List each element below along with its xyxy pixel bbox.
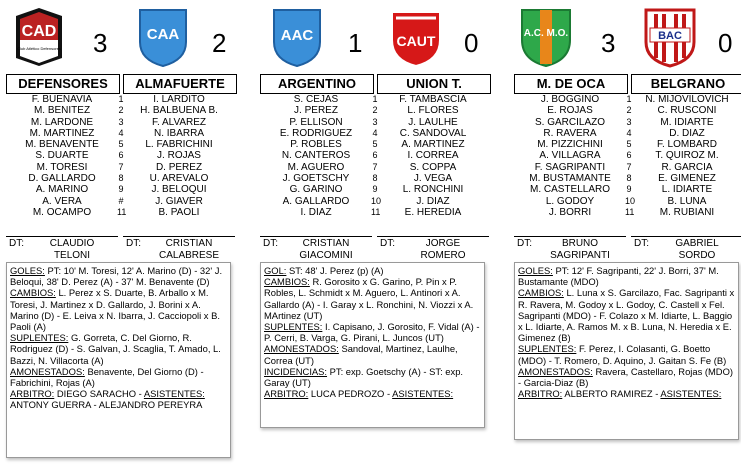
referee-label: ARBITRO: [518,388,563,400]
player-row: P. ELLISON [289,116,343,128]
player-row: F. SAGRIPANTI [534,161,606,173]
mdeoca-crest-text: A.C. M.O. [523,28,569,39]
player-row: A. VILLAGRA [539,150,601,162]
shirt-number: 8 [372,173,378,184]
player-row: N. MIJOVILOVICH [645,94,729,105]
home-coach [514,236,626,261]
incidents-label: INCIDENCIAS: [264,365,328,377]
player-row: M. CASTELLARO [529,184,611,196]
shirt-number: 1 [118,94,124,104]
shirt-number: 5 [118,139,124,150]
shirt-number: 3 [372,116,378,127]
defensores-crest [12,6,66,68]
shirt-number: 1 [372,94,378,104]
match-panel-3 [514,4,741,460]
player-row: I. LARDITO [153,94,205,105]
shirt-number: 11 [117,206,127,217]
player-row: M. RUBIANI [659,206,715,218]
coach-label: DT: [380,238,395,249]
goals-line [10,265,227,287]
cautions-text: Ravera, Castellaro, Rojas (MDO) - Garcia-Diaz (B) [518,365,733,389]
goals-text: PT: 12' F. Sagripanti, 22' J. Borri, 37' M. Bustamante (MDO) [518,265,719,288]
player-row: J. PEREZ [294,105,338,117]
player-row: I. DIAZ [300,206,332,218]
player-row: J. GIAVER [155,195,203,207]
player-row: M. IDIARTE [660,116,714,128]
subs-label: SUPLENTES: [10,332,69,344]
away-team-name: UNION T. [377,74,491,94]
almafuerte-crest-text: CAA [146,26,180,43]
cautions-line [264,343,481,365]
home-team-name: ARGENTINO [260,74,374,94]
assistants-text: ANTONY GUERRA - ALEJANDRO PEREYRA [10,399,203,411]
shirt-number: 10 [625,195,636,206]
shirt-number: 2 [372,105,378,116]
referee-label: ARBITRO: [10,388,55,400]
cautions-label: AMONESTADOS: [264,343,339,355]
home-score: 1 [348,28,363,58]
player-row: J. LAULHE [408,116,458,128]
cautions-line [10,366,227,388]
shirt-number: 4 [626,127,632,138]
shirt-number: 7 [626,161,632,172]
changes-line [264,276,481,321]
cautions-text: Sandoval, Martinez, Laulhe, Correa (UT) [264,343,458,366]
player-row: L. GODOY [545,195,595,207]
player-row: M. PIZZICHINI [537,139,603,151]
coach-label: DT: [263,238,278,249]
subs-text: I. Capisano, J. Gorosito, F. Vidal (A) - P. Cerri, B. Varga, G. Pirani, L. Juncos (UT) [264,321,480,344]
player-row: B. PAOLI [158,206,200,218]
player-row: S. CEJAS [293,94,339,105]
shirt-number: 1 [626,94,632,104]
player-row: E. RODRIGUEZ [279,127,353,139]
shirt-number: 2 [118,105,124,116]
argentino-crest-text: AAC [280,27,314,44]
shirt-number: 3 [626,116,632,127]
home-score: 3 [93,28,108,58]
shirt-number: 5 [626,139,632,150]
player-row: J. ROJAS [157,150,201,162]
changes-text: L. Luna x S. Garcilazo, Fac. Sagripanti x R. Ravera, M. Godoy x L. Godoy, C. Castell x Fel. Sagripanti (MDO) - F. Colazo x M. Idiarte, L. Baggio x L. Idiarte, A. Ramos M. x B. Luna, N. Heredia x E. Gimenez (B) [518,287,735,344]
changes-label: CAMBIOS: [518,287,564,299]
assistants-label: ASISTENTES: [392,388,454,400]
player-row: U. AREVALO [149,173,209,185]
away-lineup [631,94,741,218]
almafuerte-crest [136,6,190,68]
union-crest [388,6,442,68]
player-row: C. SANDOVAL [399,127,467,139]
home-coach [6,236,118,261]
argentino-crest [270,6,324,68]
goals-text: ST: 48' J. Perez (p) (A) [286,265,384,276]
player-row: B. LUNA [667,195,707,207]
changes-text: R. Gorosito x G. Garino, P. Pin x P. Robles, L. Schmidt x M. Aguero, L. Antinori x A. Gallardo (A) - I. Garay x L. Ronchini, N. Viozzi x A. MArtinez (UT) [264,276,474,321]
player-row: S. GARCILAZO [534,116,605,128]
coach-first-name: GABRIEL [675,238,719,249]
subs-text: G. Gorreta, C. Del Giorno, R. Rodriguez (D) - S. Galvan, J. Scaglia, T. Amado, L. Bazzi, N. Villacorta (A) [10,332,221,366]
player-row: M. BUSTAMANTE [529,173,611,185]
player-row: S. DUARTE [35,150,89,162]
shirt-number: # [118,195,124,206]
union-crest-text: CAUT [396,33,436,49]
shirt-number: 8 [118,173,124,184]
defensores-crest-subtext: Club Atlético Defensores [17,46,61,51]
subs-text: F. Perez, I. Colasanti, G. Boetto (MDO) - T. Romero, D. Aquino, J. Gaitan S. Fe (B) [518,343,727,366]
coach-first-name: CRISTIAN [165,238,213,249]
assistants-label: ASISTENTES: [660,388,722,400]
player-row: E. GIMENEZ [658,173,716,185]
coach-first-name: CRISTIAN [302,238,350,249]
away-score: 0 [464,28,479,58]
subs-label: SUPLENTES: [518,343,577,355]
defensores-crest-text: CAD [21,23,57,40]
changes-line [10,287,227,332]
home-score: 3 [601,28,616,58]
referee-text: DIEGO SARACHO - [54,388,144,400]
away-score: 0 [718,28,733,58]
player-row: L. RONCHINI [402,184,464,196]
coach-label: DT: [517,238,532,249]
shirt-number: 10 [371,195,382,206]
player-row: L. FABRICHINI [145,139,213,151]
away-coach [631,236,741,261]
home-team-name: DEFENSORES [6,74,120,94]
player-row: M. MARTINEZ [29,127,95,139]
cautions-label: AMONESTADOS: [518,365,593,377]
player-row: D. GALLARDO [28,173,96,185]
player-row: F. BUENAVIA [31,94,93,105]
goals-text: PT: 10' M. Toresi, 12' A. Marino (D) - 32' J. Beloqui, 38' D. Perez (A) - 37' M. Benavente (D) [10,265,223,288]
away-score: 2 [212,28,227,58]
player-row: J. GOETSCHY [282,173,350,185]
player-row: D. PEREZ [155,161,203,173]
referee-line [10,388,227,410]
goals-line [264,265,481,276]
player-row: D. DIAZ [669,127,705,139]
away-lineup [123,94,235,218]
player-row: C. RUSCONI [657,105,717,117]
incidents-line [264,366,481,388]
subs-label: SUPLENTES: [264,321,323,333]
coach-first-name: BRUNO [561,238,599,249]
away-team-name: ALMAFUERTE [123,74,237,94]
coach-last-name: CALABRESE [158,250,220,261]
player-row: G. GARINO [289,184,343,196]
shirt-number: 8 [626,173,632,184]
player-row: N. CANTEROS [281,150,351,162]
home-lineup [6,94,118,218]
coach-label: DT: [126,238,141,249]
goals-line [518,265,735,287]
shirt-number: 2 [626,105,632,116]
shirt-number: 7 [372,161,378,172]
player-row: J. DIAZ [416,195,450,207]
referee-text: LUCA PEDROZO - [308,388,393,400]
shirt-number: 5 [372,139,378,150]
belgrano-crest-text: BAC [658,30,682,42]
coach-last-name: GIACOMINI [299,250,353,261]
player-row: E. HEREDIA [404,206,462,218]
match-panel-1 [6,4,233,460]
player-row: E. ROJAS [547,105,593,117]
referee-line [264,388,481,399]
match-panel-2 [260,4,487,460]
player-row: J. BELOQUI [151,184,207,196]
player-row: P. ROBLES [290,139,342,151]
changes-label: CAMBIOS: [10,287,56,299]
goals-label: GOLES: [518,265,553,276]
referee-text: ALBERTO RAMIREZ - [562,388,661,400]
cautions-text: Benavente, Del Giorno (D) - Fabrichini, Rojas (A) [10,365,204,389]
player-row: M. AGUERO [287,161,345,173]
home-team-name: M. DE OCA [514,74,628,94]
assistants-label: ASISTENTES: [143,388,205,400]
match-details [514,262,739,440]
changes-line [518,287,735,343]
shirt-number: 6 [118,150,124,161]
player-row: I. CORREA [407,150,459,162]
subs-line [518,343,735,365]
cautions-line [518,366,735,388]
player-row: J. BOGGINO [540,94,600,105]
away-coach [377,236,489,261]
coach-label: DT: [634,238,649,249]
home-coach [260,236,372,261]
player-row: F. ALVAREZ [151,116,207,128]
subs-line [10,332,227,366]
player-row: R. RAVERA [543,127,597,139]
coach-label: DT: [9,238,24,249]
shirt-number: 4 [372,127,378,138]
player-row: M. TORESI [36,161,88,173]
home-lineup [260,94,372,218]
coach-first-name: CLAUDIO [49,238,95,249]
belgrano-crest [642,6,696,68]
home-lineup [514,94,626,218]
shirt-number: 9 [118,184,124,195]
shirt-number: 9 [372,184,378,195]
player-row: M. BENAVENTE [25,139,99,151]
match-details [260,262,485,428]
away-team-name: BELGRANO [631,74,741,94]
coach-last-name: SAGRIPANTI [550,250,610,261]
shirt-number: 6 [626,150,632,161]
coach-last-name: TELONI [53,250,91,261]
player-row: L. FLORES [407,105,459,117]
player-row: J. VEGA [413,173,453,185]
player-row: A. VERA [42,195,82,207]
player-row: M. OCAMPO [32,206,92,218]
player-row: T. QUIROZ M. [655,150,719,162]
coach-last-name: SORDO [678,250,716,261]
player-row: R. GARCIA [661,161,713,173]
shirt-number: 7 [118,161,124,172]
goals-label: GOLES: [10,265,45,276]
player-row: L. IDIARTE [661,184,713,196]
shirt-number: 6 [372,150,378,161]
player-row: A. MARINO [35,184,89,196]
player-row: A. GALLARDO [282,195,350,207]
mdeoca-crest [518,6,572,68]
incidents-text: PT: exp. Goetschy (A) - ST: exp. Garay (UT) [264,365,464,389]
shirt-number: 3 [118,116,124,127]
cautions-label: AMONESTADOS: [10,365,85,377]
player-row: M. BENITEZ [33,105,91,117]
player-row: A. MARTINEZ [401,139,465,151]
subs-line [264,321,481,343]
coach-first-name: JORGE [425,238,461,249]
changes-text: L. Perez x S. Duarte, B. Arballo x M. Toresi, J. Martinez x D. Gallardo, J. Borini x A. Marino (D) - E. Leiva x N. Ibarra, J. Cacciopoli x B. Paoli (A) [10,287,220,333]
changes-label: CAMBIOS: [264,276,310,288]
match-details [6,262,231,458]
away-lineup [377,94,489,218]
shirt-number: 11 [625,206,635,217]
coach-last-name: ROMERO [420,250,466,261]
referee-line [518,388,735,399]
away-coach [123,236,235,261]
player-row: H. BALBUENA B. [140,105,218,117]
shirt-number: 4 [118,127,124,138]
referee-label: ARBITRO: [264,388,309,400]
player-row: F. LOMBARD [656,139,717,151]
player-row: M. LARDONE [30,116,94,128]
goals-label: GOL: [264,265,287,276]
shirt-number: 9 [626,184,632,195]
player-row: S. COPPA [409,161,457,173]
player-row: J. BORRI [548,206,592,218]
player-row: N. IBARRA [153,127,204,139]
shirt-number: 11 [371,206,381,217]
player-row: F. TAMBASCIA [399,94,467,105]
